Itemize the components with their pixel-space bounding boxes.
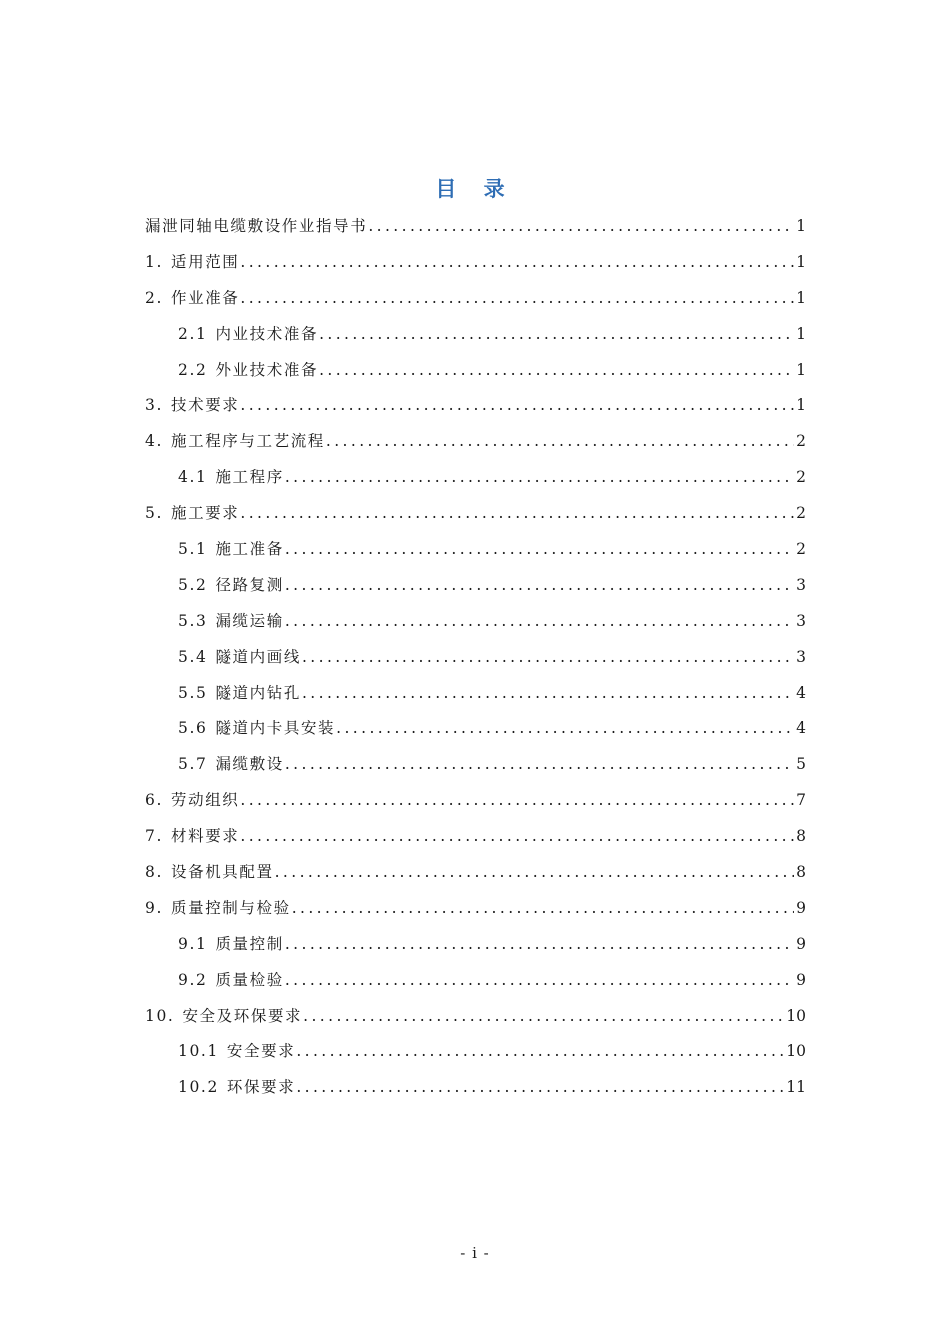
toc-entry-number: 1. [145, 252, 163, 271]
toc-dot-leader [302, 684, 794, 702]
toc-entry-title: 质量控制 [215, 934, 284, 953]
toc-entry[interactable] [145, 322, 806, 358]
toc-entry-page: 1 [796, 288, 806, 307]
toc-entry-number: 9. [145, 898, 163, 917]
toc-entry-number: 5. [145, 504, 163, 523]
toc-entry-page: 5 [796, 755, 806, 774]
toc-dot-leader [285, 540, 794, 558]
toc-entry-title: 径路复测 [215, 575, 284, 594]
toc-entry-title: 施工程序 [215, 468, 284, 487]
toc-dot-leader [319, 325, 794, 343]
toc-entry-page: 11 [786, 1078, 806, 1097]
toc-entry-title: 技术要求 [171, 396, 240, 415]
toc-entry-title: 漏泄同轴电缆敷设作业指导书 [145, 217, 368, 235]
toc-dot-leader [240, 791, 794, 809]
toc-entry[interactable] [145, 896, 806, 932]
toc-dot-leader [285, 468, 794, 486]
toc-entry-page: 3 [796, 611, 806, 630]
toc-entry-number: 8. [145, 863, 163, 882]
toc-entry-title: 施工要求 [171, 504, 240, 523]
toc-entry[interactable] [145, 537, 806, 573]
toc-entry-title: 作业准备 [171, 288, 240, 307]
toc-entry[interactable] [145, 609, 806, 645]
toc-dot-leader [240, 289, 794, 307]
toc-entry-number: 4.1 [178, 468, 208, 487]
toc-entry-title: 设备机具配置 [171, 863, 274, 882]
toc-entry[interactable] [145, 250, 806, 286]
toc-dot-leader [240, 827, 794, 845]
toc-entry-number: 4. [145, 432, 163, 451]
toc-entry-number: 9.1 [178, 934, 208, 953]
toc-dot-leader [296, 1078, 784, 1096]
toc-entry-page: 7 [796, 791, 806, 810]
toc-entry-page: 8 [796, 827, 806, 846]
toc-dot-leader [285, 935, 794, 953]
toc-entry[interactable] [145, 968, 806, 1004]
toc-entry-number: 2. [145, 288, 163, 307]
toc-entry-title: 适用范围 [171, 252, 240, 271]
toc-entry-page: 3 [796, 647, 806, 666]
toc-entry[interactable] [145, 358, 806, 394]
toc-dot-leader [368, 217, 794, 235]
toc-entry-number: 10.2 [178, 1078, 219, 1097]
toc-entry-title: 安全及环保要求 [182, 1006, 303, 1025]
toc-entry-title: 漏缆运输 [215, 611, 284, 630]
toc-dot-leader [336, 719, 794, 737]
toc-entry-title: 施工程序与工艺流程 [171, 432, 325, 451]
toc-entry-number: 5.1 [178, 540, 208, 559]
toc-entry[interactable] [145, 286, 806, 322]
toc-entry[interactable] [145, 429, 806, 465]
toc-entry-page: 4 [796, 719, 806, 738]
toc-entry-number: 5.6 [178, 719, 208, 738]
toc-dot-leader [285, 755, 794, 773]
toc-entry[interactable] [145, 752, 806, 788]
toc-entry[interactable] [145, 860, 806, 896]
toc-entry-number: 6. [145, 791, 163, 810]
toc-entry[interactable] [145, 716, 806, 752]
toc-entry-title: 材料要求 [171, 827, 240, 846]
toc-entry[interactable] [145, 824, 806, 860]
toc-entry[interactable] [145, 788, 806, 824]
toc-entry-page: 4 [796, 683, 806, 702]
toc-dot-leader [292, 899, 794, 917]
toc-entry-page: 2 [796, 540, 806, 559]
toc-dot-leader [302, 648, 794, 666]
toc-entry-page: 9 [796, 970, 806, 989]
toc-title: 目 录 [435, 177, 515, 201]
toc-entry-title: 隧道内卡具安装 [215, 719, 336, 738]
toc-dot-leader [319, 361, 794, 379]
toc-entry-title: 安全要求 [226, 1042, 296, 1061]
toc-entry-page: 1 [796, 360, 806, 379]
toc-entry-number: 9.2 [178, 970, 208, 989]
toc-dot-leader [240, 253, 794, 271]
toc-dot-leader [285, 971, 794, 989]
toc-entry-number: 5.7 [178, 755, 208, 774]
toc-entry-title: 内业技术准备 [215, 324, 319, 343]
toc-entry-page: 3 [796, 575, 806, 594]
toc-entry-number: 5.5 [178, 683, 208, 702]
toc-entry-title: 质量控制与检验 [171, 898, 291, 917]
toc-dot-leader [326, 432, 794, 450]
toc-entry-page: 1 [796, 324, 806, 343]
toc-entry-page: 9 [796, 934, 806, 953]
toc-entry[interactable] [145, 214, 806, 250]
toc-entry-number: 10. [145, 1006, 175, 1025]
toc-entry[interactable] [145, 573, 806, 609]
toc-entry-number: 5.3 [178, 611, 208, 630]
toc-entry-number: 5.2 [178, 575, 208, 594]
toc-entry-page: 1 [796, 217, 806, 235]
toc-dot-leader [285, 576, 794, 594]
toc-entry-page: 1 [796, 252, 806, 271]
toc-entry-page: 2 [796, 468, 806, 487]
toc-entry-number: 5.4 [178, 647, 208, 666]
toc-entry-page: 2 [796, 504, 806, 523]
toc-entry[interactable] [145, 1004, 806, 1040]
toc-entry-title: 施工准备 [215, 540, 284, 559]
toc-entry-title: 漏缆敷设 [215, 755, 284, 774]
toc-dot-leader [240, 396, 794, 414]
toc-entry-title: 隧道内钻孔 [215, 683, 301, 702]
toc-entry[interactable] [145, 465, 806, 501]
toc-entry-title: 质量检验 [215, 970, 284, 989]
toc-entry-page: 1 [796, 396, 806, 415]
toc-entry-page: 8 [796, 863, 806, 882]
page-number: - i - [460, 1244, 490, 1262]
toc-entry-number: 2.2 [178, 360, 208, 379]
toc-entry-number: 2.1 [178, 324, 208, 343]
toc-dot-leader [285, 612, 794, 630]
toc-entry-page: 10 [786, 1042, 806, 1061]
toc-entry[interactable] [145, 1075, 806, 1111]
toc-entry-title: 劳动组织 [171, 791, 240, 810]
toc-entry-page: 9 [796, 898, 806, 917]
toc-dot-leader [303, 1007, 784, 1025]
toc-entry-number: 3. [145, 396, 163, 415]
toc-dot-leader [275, 863, 795, 881]
toc-entry-number: 7. [145, 827, 163, 846]
toc-entry-page: 2 [796, 432, 806, 451]
toc-entry-title: 外业技术准备 [215, 360, 319, 379]
toc-entry[interactable] [145, 645, 806, 681]
toc-entry-title: 隧道内画线 [215, 647, 301, 666]
table-of-contents [145, 214, 806, 1111]
toc-entry[interactable] [145, 932, 806, 968]
toc-entry[interactable] [145, 393, 806, 429]
toc-entry[interactable] [145, 1039, 806, 1075]
toc-entry[interactable] [145, 501, 806, 537]
toc-entry-page: 10 [786, 1006, 806, 1025]
toc-entry[interactable] [145, 681, 806, 717]
toc-entry-number: 10.1 [178, 1042, 219, 1061]
toc-entry-title: 环保要求 [226, 1078, 296, 1097]
toc-dot-leader [296, 1042, 784, 1060]
toc-dot-leader [240, 504, 794, 522]
